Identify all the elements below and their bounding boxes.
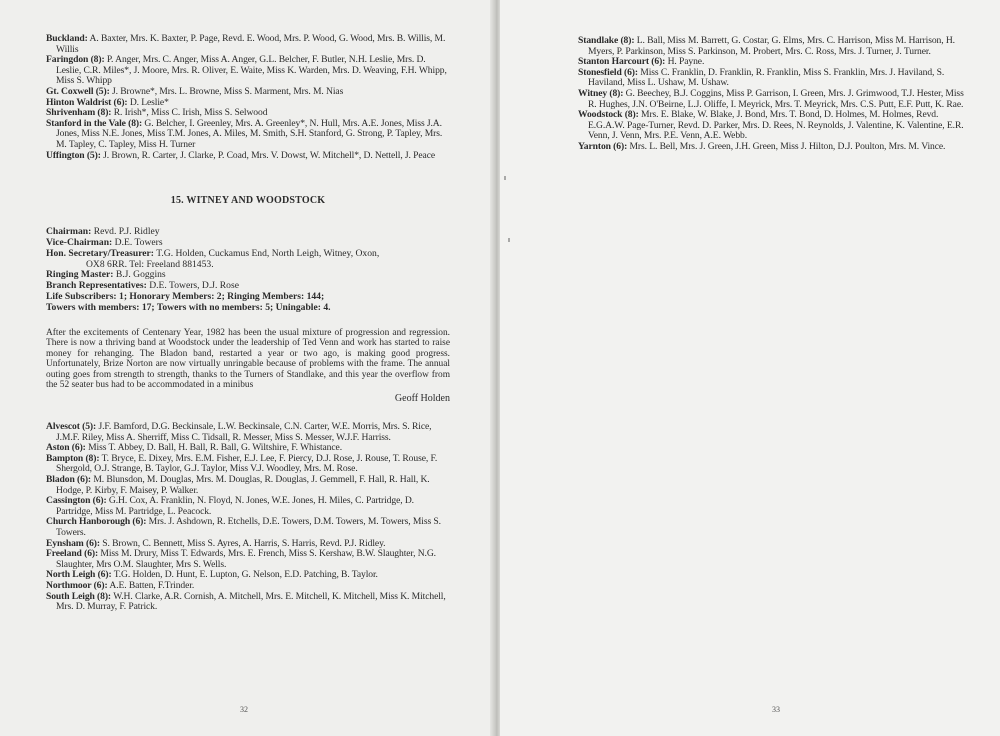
tower-name: Alvescot (5): <box>46 421 97 433</box>
member-names: G. Belcher, I. Greenley, Mrs. A. Greenley*, N. Hull, Mrs. A.E. Jones, Miss J.A. Jones, Miss N.E. Jones, Miss T.M. Jones, A. Miles, M. Smith, S.H. Stanford, G. Strong, P. Tapley, Mrs. M. Tapley, C. Tapley, Miss H. Turner <box>56 117 443 150</box>
member-names: Miss M. Drury, Miss T. Edwards, Mrs. E. French, Miss S. Kershaw, B.W. Slaughter, N.G. Slaughter, Mrs O.M. Slaughter, Mrs S. Wells. <box>56 548 436 570</box>
section-title: 15. WITNEY AND WOODSTOCK <box>170 195 326 207</box>
officer-role: Hon. Secretary/Treasurer: <box>46 247 154 259</box>
officer-value: T.G. Holden, Cuckamus End, North Leigh, Witney, Oxon, <box>156 247 380 259</box>
officer-value: Revd. P.J. Ridley <box>93 226 160 238</box>
tower-entry <box>46 119 450 151</box>
tower-entry <box>46 549 450 570</box>
tower-list-top <box>46 34 450 161</box>
right-page <box>500 0 1000 736</box>
page-number-right: 33 <box>772 705 780 714</box>
member-names: Miss C. Franklin, D. Franklin, R. Franklin, Miss S. Franklin, Mrs. J. Haviland, S. Haviland, Miss L. Ushaw, M. Ushaw. <box>588 66 945 89</box>
officer-role: Vice-Chairman: <box>46 236 113 248</box>
paper-speck <box>508 238 510 242</box>
member-names: J.F. Bamford, D.G. Beckinsale, L.W. Beckinsale, C.N. Carter, W.E. Morris, Mrs. S. Rice, J.M.F. Riley, Miss A. Sherriff, Miss C. Tidsall, R. Messer, Miss S. Messer, W.J.F. Harriss. <box>56 421 432 443</box>
officer-value: D.E. Towers, D.J. Rose <box>149 280 239 292</box>
tower-name: Shrivenham (8): <box>46 107 112 119</box>
member-names: Mrs. L. Bell, Mrs. J. Green, J.H. Green, Miss J. Hilton, D.J. Poulton, Mrs. M. Vince. <box>629 140 946 152</box>
stats-line-1: Life Subscribers: 1; Honorary Members: 2; Ringing Members: 144; <box>46 290 325 302</box>
tower-name: Stanford in the Vale (8): <box>46 117 143 129</box>
tower-entry <box>46 151 450 162</box>
member-names: G.H. Cox, A. Franklin, N. Floyd, N. Jones, W.E. Jones, H. Miles, C. Partridge, D. Partridge, Miss M. Partridge, L. Peacock. <box>56 495 414 517</box>
tower-entry <box>46 496 450 517</box>
tower-name: Stonesfield (6): <box>578 66 638 78</box>
tower-name: Woodstock (8): <box>578 109 639 121</box>
member-names: Miss T. Abbey, D. Ball, H. Ball, R. Ball, G. Wiltshire, F. Whistance. <box>88 442 342 454</box>
tower-name: Bampton (8): <box>46 452 100 464</box>
officer-value: D.E. Towers <box>114 236 163 248</box>
tower-entry <box>578 36 970 57</box>
officer-value: B.J. Goggins <box>115 269 166 281</box>
member-names: A.E. Batten, F.Trinder. <box>109 579 195 591</box>
tower-entry <box>578 142 970 153</box>
member-names: P. Anger, Mrs. C. Anger, Miss A. Anger, G.L. Belcher, F. Butler, N.H. Leslie, Mrs. D. Leslie, C.R. Miles*, J. Moore, Mrs. R. Oliver, E. Waite, Miss K. Warden, Mrs. D. Weaving, F.H. Whipp, Miss S. Whipp <box>56 54 447 87</box>
tower-name: Northmoor (6): <box>46 579 108 591</box>
tower-entry <box>578 110 970 142</box>
paper-speck <box>504 176 506 180</box>
report-author: Geoff Holden <box>394 393 450 405</box>
tower-name: Bladon (6): <box>46 474 92 486</box>
branch-officers <box>46 227 450 292</box>
member-names: Mrs. J. Ashdown, R. Etchells, D.E. Towers, D.M. Towers, M. Towers, Miss S. Towers. <box>56 516 441 538</box>
tower-name: Hinton Waldrist (6): <box>46 96 128 108</box>
tower-name: Yarnton (6): <box>578 140 628 152</box>
member-names: D. Leslie* <box>129 96 169 108</box>
tower-name: North Leigh (6): <box>46 569 112 581</box>
tower-name: South Leigh (8): <box>46 590 112 602</box>
tower-name: Faringdon (8): <box>46 54 105 66</box>
page-number-left: 32 <box>240 705 248 714</box>
tower-name: Buckland: <box>46 33 88 44</box>
tower-entry <box>46 475 450 496</box>
tower-name: Church Hanborough (6): <box>46 516 147 528</box>
member-names: A. Baxter, Mrs. K. Baxter, P. Page, Revd. E. Wood, Mrs. P. Wood, G. Wood, Mrs. B. Willis, M. Willis <box>56 33 446 55</box>
tower-entry <box>578 68 970 89</box>
officer-role: Ringing Master: <box>46 269 114 281</box>
tower-name: Freeland (6): <box>46 548 99 560</box>
tower-name: Gt. Coxwell (5): <box>46 85 110 97</box>
member-names: G. Beechey, B.J. Coggins, Miss P. Garrison, I. Green, Mrs. J. Grimwood, T.J. Hester, Miss R. Hughes, J.N. O'Beirne, L.J. Oliffe, I. Meyrick, Mrs. T. Meyrick, Mrs. C.S. Putt, E.F. Putt, K. Rae. <box>588 87 964 110</box>
tower-list-bottom <box>46 422 450 613</box>
member-names: W.H. Clarke, A.R. Cornish, A. Mitchell, Mrs. E. Mitchell, K. Mitchell, Miss K. Mitchell, Mrs. D. Murray, F. Patrick. <box>56 590 446 613</box>
tower-name: Witney (8): <box>578 87 624 99</box>
member-names: J. Brown, R. Carter, J. Clarke, P. Coad, Mrs. V. Dowst, W. Mitchell*, D. Nettell, J. Peace <box>103 149 436 161</box>
tower-name: Cassington (6): <box>46 495 107 507</box>
member-names: J. Browne*, Mrs. L. Browne, Miss S. Marment, Mrs. M. Nias <box>112 85 344 97</box>
tower-name: Aston (6): <box>46 442 86 454</box>
officer-value: OX8 6RR. Tel: Freeland 881453. <box>86 258 214 270</box>
membership-stats <box>46 292 450 314</box>
tower-name: Stanton Harcourt (6): <box>578 56 666 68</box>
tower-entry <box>46 422 450 443</box>
tower-entry <box>46 454 450 475</box>
member-names: S. Brown, C. Bennett, Miss S. Ayres, A. Harris, S. Harris, Revd. P.J. Ridley. <box>102 537 386 549</box>
tower-entry <box>46 592 450 613</box>
stats-line-2: Towers with members: 17; Towers with no members: 5; Uningable: 4. <box>46 301 331 313</box>
tower-entry <box>46 517 450 538</box>
member-names: L. Ball, Miss M. Barrett, G. Costar, G. Elms, Mrs. C. Harrison, Miss M. Harrison, H. Myers, P. Parkinson, Miss S. Parkinson, M. Probert, Mrs. C. Ross, Mrs. J. Turner, J. Turner. <box>588 35 955 57</box>
member-names: T. Bryce, E. Dixey, Mrs. E.M. Fisher, E.J. Lee, F. Piercy, D.J. Rose, J. Rouse, T. Rouse, F. Shergold, O.J. Strange, B. Taylor, G.J. Taylor, Miss V.J. Woodley, Mrs. M. Rose. <box>56 452 438 475</box>
tower-entry <box>578 89 970 110</box>
member-names: T.G. Holden, D. Hunt, E. Lupton, G. Nelson, E.D. Patching, B. Taylor. <box>113 569 378 581</box>
officer-role: Branch Representatives: <box>46 280 147 292</box>
tower-list-right <box>578 36 970 153</box>
officer-role: Chairman: <box>46 226 92 238</box>
member-names: M. Blunsdon, M. Douglas, Mrs. M. Douglas, R. Douglas, J. Gemmell, F. Hall, R. Hall, K. Hodge, P. Kirby, F. Maisey, P. Walker. <box>56 474 430 496</box>
tower-name: Uffington (5): <box>46 149 101 161</box>
tower-entry <box>46 55 450 87</box>
branch-report: After the excitements of Centenary Year, 1982 has been the usual mixture of progression and regression. There is now a thriving band at Woodstock under the leadership of Ted Venn and work has started to raise money for rehanging. The Bladon band, restarted a year or two ago, is making good progress. Unfortunately, Brize Norton are now virtually unringable because of problems with the frame. The annual outing goes from strength to strength, thanks to the Turners of Standlake, and this year the overflow from the 52 seater bus had to be accommodated in a minibus <box>46 327 450 391</box>
member-names: H. Payne. <box>667 56 705 68</box>
member-names: R. Irish*, Miss C. Irish, Miss S. Selwood <box>113 107 268 119</box>
tower-entry <box>46 34 450 55</box>
tower-name: Eynsham (6): <box>46 537 100 549</box>
left-page <box>0 0 492 736</box>
member-names: Mrs. E. Blake, W. Blake, J. Bond, Mrs. T. Bond, D. Holmes, M. Holmes, Revd. E.G.A.W. Page-Turner, Revd. D. Parker, Mrs. D. Rees, N. Reynolds, J. Valentine, K. Valentine, E.R. Venn, J. Venn, Mrs. P.E. Venn, A.E. Webb. <box>588 109 964 142</box>
tower-name: Standlake (8): <box>578 35 635 46</box>
